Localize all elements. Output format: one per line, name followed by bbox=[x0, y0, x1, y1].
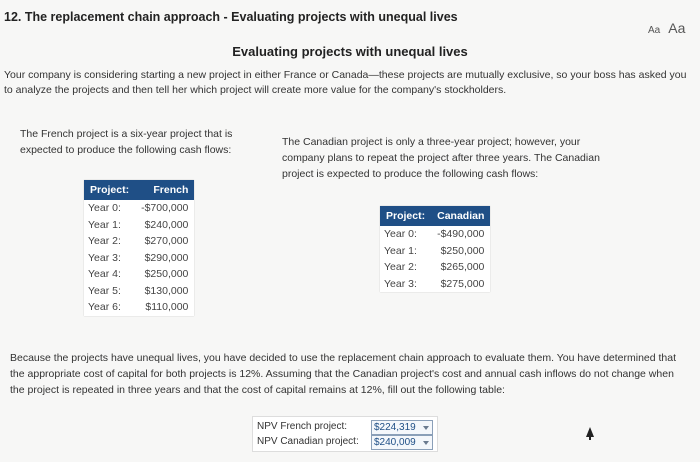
table-header-row bbox=[380, 206, 490, 226]
npv-canadian-selected-value: $240,009 bbox=[374, 437, 416, 448]
year-label: Year 6: bbox=[88, 301, 121, 314]
cash-flow-value: $290,000 bbox=[144, 251, 189, 264]
table-row bbox=[84, 266, 194, 283]
table-row bbox=[84, 217, 194, 234]
canadian-project-description: The Canadian project is only a three-year project; however, your company plans to repeat the project after three years. The Canadian project is expected to produce the following cash flows: bbox=[282, 136, 600, 180]
cash-flow-value: $275,000 bbox=[440, 277, 485, 290]
mouse-cursor-stem bbox=[589, 435, 591, 440]
question-title: 12. The replacement chain approach - Evaluating projects with unequal lives bbox=[4, 10, 458, 24]
npv-french-label: NPV French project: bbox=[257, 421, 348, 432]
year-label: Year 4: bbox=[88, 268, 121, 281]
table-row bbox=[380, 276, 490, 293]
canadian-cash-flow-table bbox=[380, 206, 490, 292]
font-decrease-button[interactable]: Aa bbox=[648, 25, 661, 36]
cash-flow-value: $250,000 bbox=[440, 244, 485, 257]
npv-french-selected-value: $224,319 bbox=[374, 422, 416, 433]
table-header-row bbox=[84, 180, 194, 200]
npv-canadian-dropdown[interactable] bbox=[371, 435, 433, 450]
table-row bbox=[84, 283, 194, 300]
year-label: Year 1: bbox=[88, 218, 121, 231]
page-heading: Evaluating projects with unequal lives bbox=[232, 44, 468, 59]
table-row bbox=[84, 233, 194, 250]
year-label: Year 5: bbox=[88, 284, 121, 297]
french-project-description: The French project is a six-year project that is expected to produce the following cash flows: bbox=[20, 128, 233, 156]
table-header-name: Canadian bbox=[431, 206, 490, 226]
year-label: Year 1: bbox=[384, 244, 417, 257]
cash-flow-value: $130,000 bbox=[144, 284, 189, 297]
year-label: Year 0: bbox=[384, 228, 417, 241]
npv-canadian-label: NPV Canadian project: bbox=[257, 436, 359, 447]
table-header-project: Project: bbox=[380, 206, 431, 226]
npv-french-dropdown[interactable] bbox=[371, 420, 433, 435]
table-row bbox=[84, 250, 194, 267]
cash-flow-value: $265,000 bbox=[440, 261, 485, 274]
year-label: Year 3: bbox=[88, 251, 121, 264]
year-label: Year 2: bbox=[384, 261, 417, 274]
cash-flow-value: -$490,000 bbox=[437, 228, 485, 241]
intro-paragraph: Your company is considering starting a new project in either France or Canada—these projects are mutually exclusive, so your boss has asked you to analyze the projects and then tell her which project will create more value for the company's stockholders. bbox=[4, 69, 687, 96]
font-size-controls bbox=[648, 20, 685, 36]
cash-flow-value: $110,000 bbox=[145, 301, 189, 314]
cash-flow-value: $250,000 bbox=[144, 268, 189, 281]
french-cash-flow-table bbox=[84, 180, 194, 316]
table-header-project: Project: bbox=[84, 180, 135, 200]
table-row bbox=[84, 200, 194, 217]
cash-flow-value: $270,000 bbox=[144, 235, 189, 248]
table-row bbox=[380, 259, 490, 276]
chevron-down-icon bbox=[423, 426, 429, 430]
cash-flow-value: $240,000 bbox=[144, 218, 189, 231]
instructions-paragraph: Because the projects have unequal lives, you have decided to use the replacement chain approach to evaluate them. You have determined that the appropriate cost of capital for both projects is 12%. Assuming that the Canadian project's cost and annual cash inflows do not change when the project is repeated in three years and that the cost of capital remains at 12%, fill out the following table: bbox=[10, 352, 677, 396]
font-increase-button[interactable]: Aa bbox=[668, 20, 686, 36]
chevron-down-icon bbox=[423, 441, 429, 445]
table-row bbox=[380, 243, 490, 260]
year-label: Year 0: bbox=[88, 202, 121, 215]
table-header-name: French bbox=[135, 180, 194, 200]
year-label: Year 2: bbox=[88, 235, 121, 248]
table-row bbox=[84, 299, 194, 316]
table-row bbox=[380, 226, 490, 243]
year-label: Year 3: bbox=[384, 277, 417, 290]
answer-table bbox=[252, 416, 438, 452]
cash-flow-value: -$700,000 bbox=[141, 202, 189, 215]
